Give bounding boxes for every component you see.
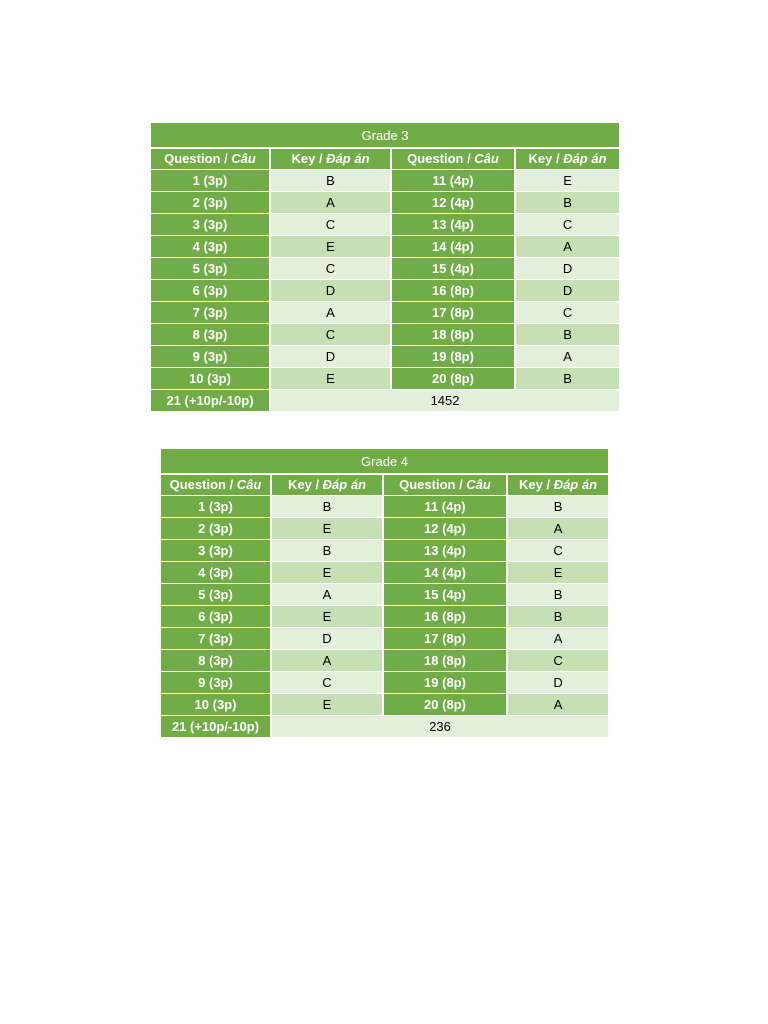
final-row — [161, 715, 608, 737]
answer-cell: A — [270, 191, 391, 213]
grade4-answer-table — [161, 449, 608, 738]
question-cell: 6 (3p) — [151, 279, 270, 301]
question-cell: 8 (3p) — [161, 649, 271, 671]
question-cell: 7 (3p) — [161, 627, 271, 649]
answer-cell: B — [271, 495, 383, 517]
table-row — [151, 213, 619, 235]
question-cell: 13 (4p) — [383, 539, 507, 561]
question-cell: 10 (3p) — [161, 693, 271, 715]
header-question: Question / Câu — [161, 474, 271, 495]
table-row — [161, 605, 608, 627]
answer-cell: D — [271, 627, 383, 649]
answer-cell: A — [507, 517, 608, 539]
answer-cell: B — [515, 367, 619, 389]
table-row — [151, 301, 619, 323]
header-key: Key / Đáp án — [270, 148, 391, 169]
answer-cell: D — [515, 257, 619, 279]
question-cell: 13 (4p) — [391, 213, 515, 235]
header-key: Key / Đáp án — [515, 148, 619, 169]
table-row — [161, 627, 608, 649]
answer-cell: A — [515, 235, 619, 257]
answer-cell: A — [507, 693, 608, 715]
answer-cell: C — [270, 257, 391, 279]
table-row — [151, 191, 619, 213]
question-cell: 20 (8p) — [391, 367, 515, 389]
answer-cell: B — [507, 583, 608, 605]
question-cell: 11 (4p) — [383, 495, 507, 517]
question-cell: 20 (8p) — [383, 693, 507, 715]
answer-cell: B — [515, 323, 619, 345]
question-cell: 14 (4p) — [383, 561, 507, 583]
answer-cell: D — [507, 671, 608, 693]
question-cell: 5 (3p) — [151, 257, 270, 279]
question-cell: 17 (8p) — [391, 301, 515, 323]
header-question: Question / Câu — [391, 148, 515, 169]
answer-cell: C — [270, 213, 391, 235]
table-row — [161, 649, 608, 671]
answer-cell: B — [507, 605, 608, 627]
answer-cell: E — [271, 561, 383, 583]
table-row — [161, 539, 608, 561]
question-cell: 5 (3p) — [161, 583, 271, 605]
answer-cell: E — [271, 605, 383, 627]
question-cell: 1 (3p) — [151, 169, 270, 191]
final-answer-cell: 1452 — [270, 389, 619, 411]
question-cell: 14 (4p) — [391, 235, 515, 257]
grade4-title: Grade 4 — [161, 449, 608, 474]
answer-cell: A — [271, 649, 383, 671]
table-row — [151, 323, 619, 345]
table-row — [151, 345, 619, 367]
table-row — [151, 169, 619, 191]
question-cell: 18 (8p) — [383, 649, 507, 671]
question-cell: 18 (8p) — [391, 323, 515, 345]
final-row — [151, 389, 619, 411]
table-row — [161, 693, 608, 715]
grade3-title: Grade 3 — [151, 123, 619, 148]
table-row — [151, 367, 619, 389]
answer-cell: D — [515, 279, 619, 301]
header-question: Question / Câu — [383, 474, 507, 495]
table-row — [161, 583, 608, 605]
answer-cell: B — [271, 539, 383, 561]
final-question-cell: 21 (+10p/-10p) — [151, 389, 270, 411]
final-question-cell: 21 (+10p/-10p) — [161, 715, 271, 737]
answer-cell: E — [270, 367, 391, 389]
question-cell: 7 (3p) — [151, 301, 270, 323]
question-cell: 11 (4p) — [391, 169, 515, 191]
answer-cell: B — [507, 495, 608, 517]
question-cell: 10 (3p) — [151, 367, 270, 389]
table-row — [151, 235, 619, 257]
answer-cell: C — [507, 539, 608, 561]
answer-cell: C — [515, 213, 619, 235]
answer-cell: A — [507, 627, 608, 649]
question-cell: 16 (8p) — [391, 279, 515, 301]
question-cell: 12 (4p) — [383, 517, 507, 539]
header-key: Key / Đáp án — [271, 474, 383, 495]
question-cell: 15 (4p) — [391, 257, 515, 279]
answer-cell: C — [270, 323, 391, 345]
table-row — [161, 495, 608, 517]
answer-cell: A — [270, 301, 391, 323]
question-cell: 4 (3p) — [161, 561, 271, 583]
question-cell: 15 (4p) — [383, 583, 507, 605]
header-key: Key / Đáp án — [507, 474, 608, 495]
question-cell: 6 (3p) — [161, 605, 271, 627]
question-cell: 16 (8p) — [383, 605, 507, 627]
question-cell: 3 (3p) — [161, 539, 271, 561]
question-cell: 9 (3p) — [161, 671, 271, 693]
question-cell: 19 (8p) — [391, 345, 515, 367]
answer-cell: D — [270, 279, 391, 301]
table-row — [161, 517, 608, 539]
table-row — [151, 279, 619, 301]
table-row — [161, 561, 608, 583]
answer-cell: E — [515, 169, 619, 191]
question-cell: 2 (3p) — [151, 191, 270, 213]
answer-cell: E — [271, 517, 383, 539]
question-cell: 2 (3p) — [161, 517, 271, 539]
table-row — [151, 257, 619, 279]
table-row — [161, 671, 608, 693]
question-cell: 9 (3p) — [151, 345, 270, 367]
answer-cell: E — [507, 561, 608, 583]
answer-cell: C — [507, 649, 608, 671]
final-answer-cell: 236 — [271, 715, 608, 737]
answer-cell: A — [271, 583, 383, 605]
answer-cell: D — [270, 345, 391, 367]
answer-cell: A — [515, 345, 619, 367]
question-cell: 17 (8p) — [383, 627, 507, 649]
question-cell: 3 (3p) — [151, 213, 270, 235]
answer-cell: B — [270, 169, 391, 191]
answer-cell: E — [270, 235, 391, 257]
question-cell: 8 (3p) — [151, 323, 270, 345]
question-cell: 4 (3p) — [151, 235, 270, 257]
question-cell: 1 (3p) — [161, 495, 271, 517]
answer-cell: C — [515, 301, 619, 323]
answer-cell: C — [271, 671, 383, 693]
answer-cell: E — [271, 693, 383, 715]
question-cell: 19 (8p) — [383, 671, 507, 693]
answer-cell: B — [515, 191, 619, 213]
grade3-answer-table — [151, 123, 619, 412]
header-question: Question / Câu — [151, 148, 270, 169]
question-cell: 12 (4p) — [391, 191, 515, 213]
